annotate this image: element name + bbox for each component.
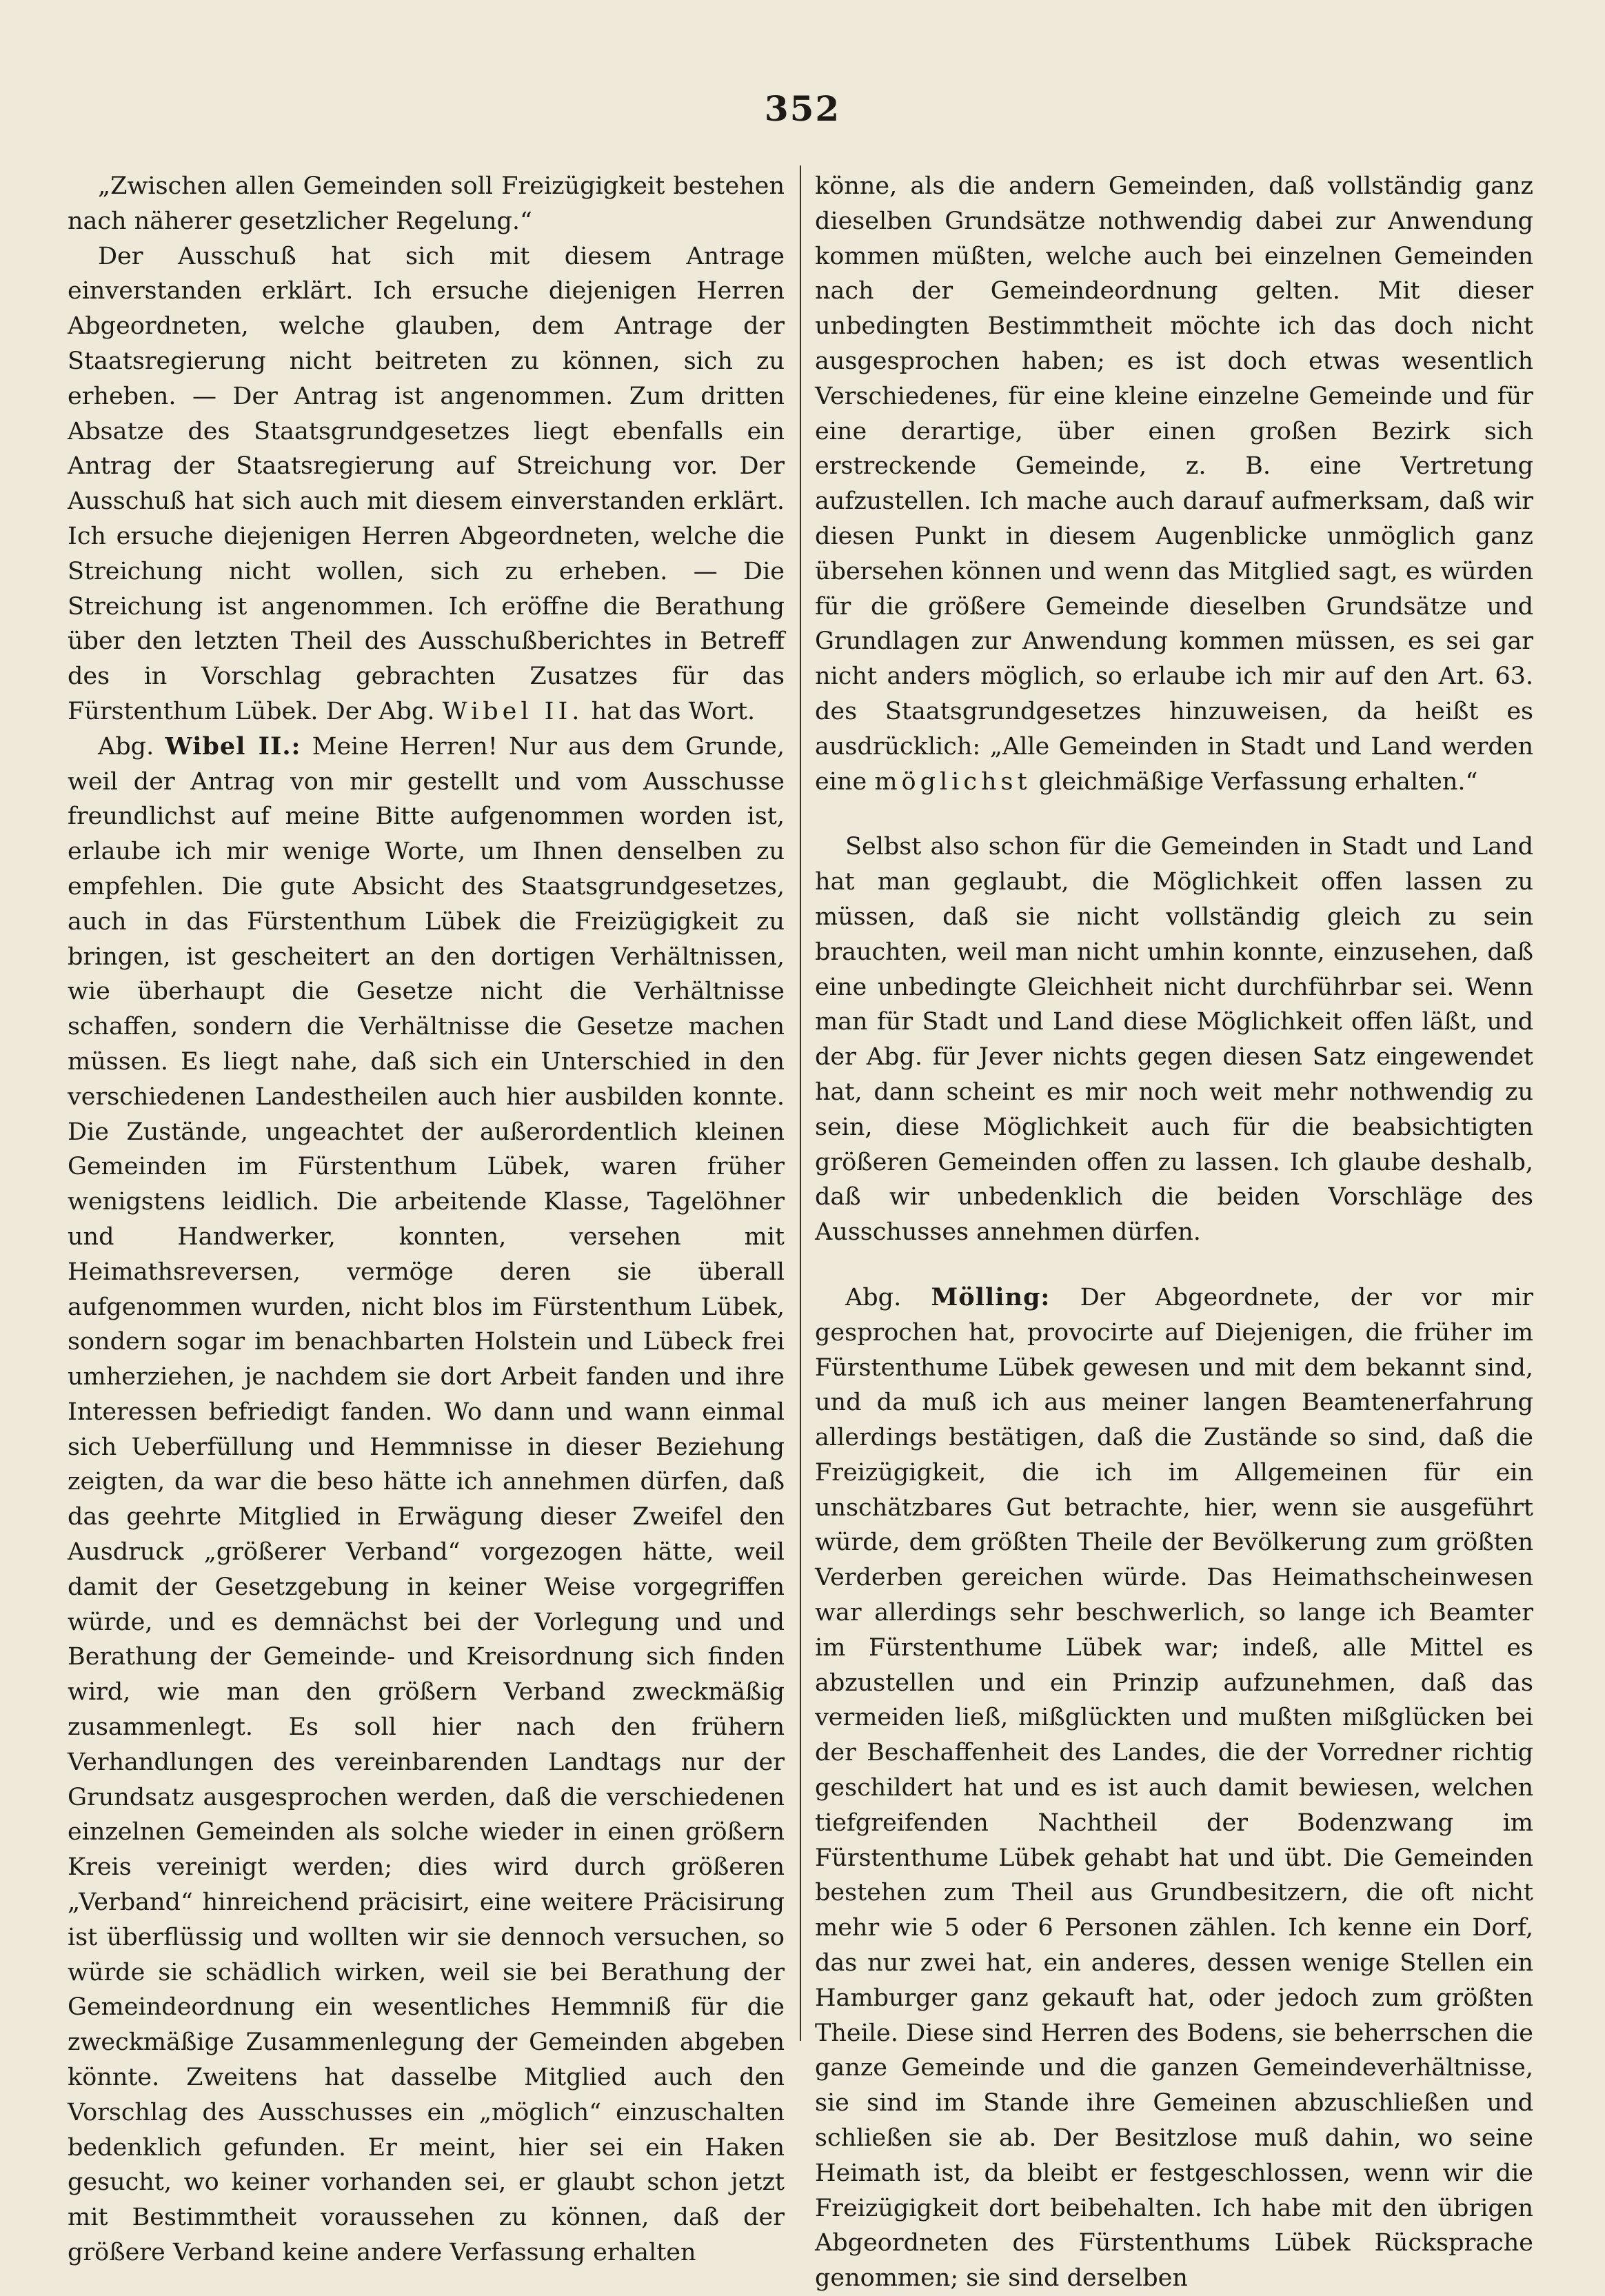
right-column [815, 169, 1533, 2296]
speaker-name-spaced: Wibel II. [442, 697, 584, 725]
speech-moelling-text: Der Abgeordnete, der vor mir gesprochen hat, provocirte auf Diejenigen, die früher im Fürstenthume Lübek gewesen und mit dem bekannt sind, und da muß ich aus meiner langen Beamtenerfahrung allerdings bestätigen, daß die Zustände so sind, daß die Freizügigkeit, die ich im Allgemeinen für ein unschätzbares Gut betrachte, hier, wenn sie ausgeführt würde, dem größten Theile der Bevölkerung zum größten Verderben gereichen würde. Das Heimathscheinwesen war allerdings sehr beschwerlich, so lange ich Beamter im Fürstenthume Lübek war; indeß, alle Mittel es abzustellen und ein Prinzip aufzunehmen, daß das vermeiden ließ, mißglückten und mußten mißglücken bei der Beschaffenheit des Landes, die der Vorredner richtig geschildert hat und es ist auch damit bewiesen, welchen tiefgreifenden Nachtheil der Bodenzwang im Fürstenthume Lübek gehabt hat und übt. Die Gemeinden bestehen zum Theil aus Grundbesitzern, die oft nicht mehr wie 5 oder 6 Personen zählen. Ich kenne ein Dorf, das nur zwei hat, ein anderes, dessen wenige Stellen ein Hamburger ganz gekauft hat, oder jedoch zum größten Theile. Diese sind Herren des Bodens, sie beherrschen die ganze Gemeinde und die ganzen Gemeindeverhältnisse, sie sind im Stande ihre Gemeinen abzuschließen und schließen sie ab. Der Besitzlose muß dahin, wo seine Heimath ist, da bleibt er festgeschlossen, wenn wir die Freizügigkeit dort beibehalten. Ich habe mit den übrigen Abgeordneten des Fürstenthums Lübek Rücksprache genommen; sie sind derselben [815, 1283, 1533, 2293]
speech-continuation-end: gleichmäßige Verfassung erhalten.“ [1038, 767, 1478, 796]
speech-prefix-2: Abg. [845, 1283, 902, 1311]
speech-moelling [815, 1280, 1533, 2296]
speech-wibel-text: Meine Herren! Nur aus dem Grunde, weil der Antrag von mir gestellt und vom Ausschusse freundlichst auf meine Bitte aufgenommen worden ist, erlaube ich mir wenige Worte, um Ihnen denselben zu empfehlen. Die gute Absicht des Staatsgrundgesetzes, auch in das Fürstenthum Lübek die Freizügigkeit zu bringen, ist gescheitert an den dortigen Verhältnissen, wie überhaupt die Gesetze nicht die Verhältnisse schaffen, sondern die Verhältnisse die Gesetze machen müssen. Es liegt nahe, daß sich ein Unterschied in den verschiedenen Landestheilen auch hier ausbilden konnte. Die Zustände, ungeachtet der außerordentlich kleinen Gemeinden im Fürstenthum Lübek, waren früher wenigstens leidlich. Die arbeitende Klasse, Tagelöhner und Handwerker, konnten, versehen mit Heimathsreversen, vermöge deren sie überall aufgenommen wurden, nicht blos im Fürstenthum Lübek, sondern sogar im benachbarten Holstein und Lübeck frei umherziehen, je nachdem sie dort Arbeit fanden und ihre Interessen befriedigt fanden. Wo dann und wann einmal sich Ueberfüllung und Hemmnisse in dieser Beziehung zeigten, da war die beso hätte ich annehmen dürfen, daß das geehrte Mitglied in Erwägung dieser Zweifel den Ausdruck „größerer Verband“ vorgezogen hätte, weil damit der Gesetzgebung in keiner Weise vorgegriffen würde, und es demnächst bei der Vorlegung und und Berathung der Gemeinde- und Kreisordnung sich finden wird, wie man den größern Verband zweckmäßig zusammenlegt. Es soll hier nach den frühern Verhandlungen des vereinbarenden Landtags nur der Grundsatz ausgesprochen werden, daß die verschiedenen einzelnen Gemeinden als solche wieder in einen größern Kreis vereinigt werden; dies wird durch größeren „Verband“ hinreichend präcisirt, eine weitere Präcisirung ist überflüssig und wollten wir sie dennoch versuchen, so würde sie schädlich wirken, weil sie bei Berathung der Gemeindeordnung ein wesentliches Hemmniß für die zweckmäßige Zusammenlegung der Gemeinden abgeben könnte. Zweitens hat dasselbe Mitglied auch den Vorschlag des Ausschusses ein „möglich“ einzuschalten bedenklich gefunden. Er meint, hier sei ein Haken gesucht, wo keiner vorhanden sei, er glaubt schon jetzt mit Bestimmtheit voraussehen zu können, daß der größere Verband keine andere Verfassung erhalten [68, 732, 785, 2267]
president-statement [68, 239, 785, 729]
emphasized-word: möglichst [874, 767, 1031, 796]
speech-prefix: Abg. [98, 732, 154, 761]
speech-conclusion: Selbst also schon für die Gemeinden in Stadt und Land hat man geglaubt, die Möglichkeit offen lassen zu müssen, daß sie nicht vollständig gleich zu sein brauchten, weil man nicht umhin konnte, einzusehen, daß eine unbedingte Gleichheit nicht durchführbar sei. Wenn man für Stadt und Land diese Möglichkeit offen läßt, und der Abg. für Jever nichts gegen diesen Satz eingewendet hat, dann scheint es mir noch weit mehr nothwendig zu sein, diese Möglichkeit auch für die beabsichtigten größeren Gemeinden offen zu lassen. Ich glaube deshalb, daß wir unbedenklich die beiden Vorschläge des Ausschusses annehmen dürfen. [815, 833, 1533, 1247]
column-divider [800, 165, 801, 2041]
speech-wibel [68, 729, 785, 2270]
quoted-motion: „Zwischen allen Gemeinden soll Freizügigkeit bestehen nach näherer gesetzlicher Regelung.“ [68, 172, 785, 235]
speaker-moelling: Mölling: [931, 1282, 1051, 1311]
speech-continuation [815, 169, 1533, 799]
president-statement-end: hat das Wort. [591, 697, 756, 725]
speech-continuation-text: könne, als die andern Gemeinden, daß vollständig ganz dieselben Grundsätze nothwendig dabei zur Anwendung kommen müßten, welche auch bei einzelnen Gemeinden nach der Gemeindeordnung gelten. Mit dieser unbedingten Bestimmtheit möchte ich das doch nicht ausgesprochen haben; es ist doch etwas wesentlich Verschiedenes, für eine kleine einzelne Gemeinde und für eine derartige, über einen großen Bezirk sich erstreckende Gemeinde, z. B. eine Vertretung aufzustellen. Ich mache auch darauf aufmerksam, daß wir diesen Punkt in diesem Augenblicke unmöglich ganz übersehen können und wenn das Mitglied sagt, es würden für die größere Gemeinde dieselben Grundsätze und Grundlagen zur Anwendung kommen müssen, es sei gar nicht anders möglich, so erlaube ich mir auf den Art. 63. des Staatsgrundgesetzes hinzuweisen, da heißt es ausdrücklich: „Alle Gemeinden in Stadt und Land werden eine [815, 172, 1533, 796]
speaker-wibel: Wibel II.: [165, 732, 301, 761]
page-number: 352 [764, 88, 841, 129]
left-column [68, 169, 785, 2270]
president-statement-text: Der Ausschuß hat sich mit diesem Antrage einverstanden erklärt. Ich ersuche diejenigen Herren Abgeordneten, welche glauben, dem Antrage der Staatsregierung nicht beitreten zu können, sich zu erheben. — Der Antrag ist angenommen. Zum dritten Absatze des Staatsgrundgesetzes liegt ebenfalls ein Antrag der Staatsregierung auf Streichung vor. Der Ausschuß hat sich auch mit diesem einverstanden erklärt. Ich ersuche diejenigen Herren Abgeordneten, welche die Streichung nicht wollen, sich zu erheben. — Die Streichung ist angenommen. Ich eröffne die Berathung über den letzten Theil des Ausschußberichtes in Betreff des in Vorschlag gebrachten Zusatzes für das Fürstenthum Lübek. Der Abg. [68, 242, 785, 725]
